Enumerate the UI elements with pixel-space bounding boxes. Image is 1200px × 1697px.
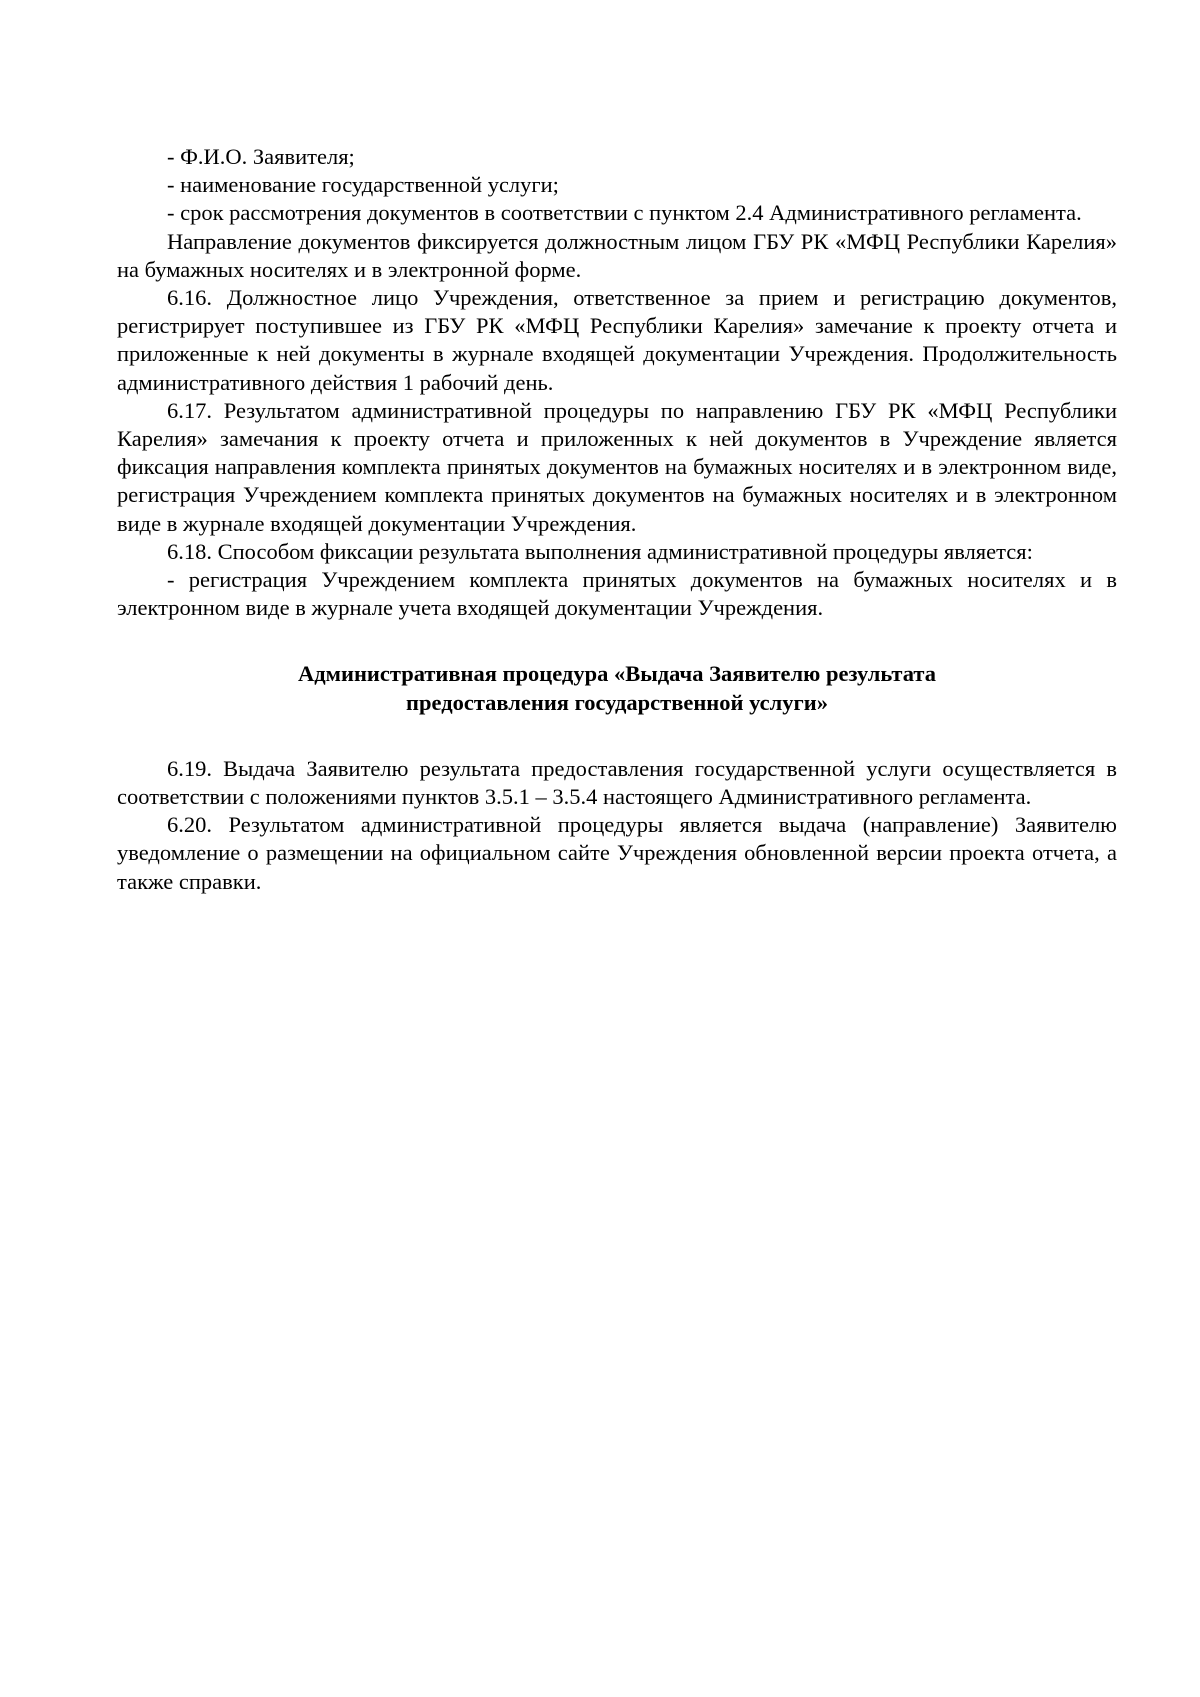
section-heading-line-1: Административная процедура «Выдача Заявителю результата	[298, 661, 936, 687]
paragraph-6-19: 6.19. Выдача Заявителю результата предоставления государственной услуги осуществляется в соответствии с положениями пунктов 3.5.1 – 3.5.4 настоящего Административного регламента.	[117, 755, 1117, 810]
paragraph-direction-fixed: Направление документов фиксируется должностным лицом ГБУ РК «МФЦ Республики Карелия» на бумажных носителях и в электронной форме.	[117, 228, 1117, 282]
paragraph-review-term: - срок рассмотрения документов в соответствии с пунктом 2.4 Административного регламента.	[167, 200, 1082, 226]
paragraph-6-20: 6.20. Результатом административной процедуры является выдача (направление) Заявителю уведомление о размещении на официальном сайте Учреждения обновленной версии проекта отчета, а также справки.	[117, 812, 1117, 894]
paragraph-6-18: 6.18. Способом фиксации результата выполнения административной процедуры является:	[167, 538, 1033, 564]
document-page	[117, 143, 1117, 896]
paragraph-6-17: 6.17. Результатом административной процедуры по направлению ГБУ РК «МФЦ Республики Карелия» замечания к проекту отчета и приложенных к ней документов в Учреждение является фиксация направления комплекта принятых документов на бумажных носителях и в электронном виде, регистрация Учреждением комплекта принятых документов на бумажных носителях и в электронном виде в журнале входящей документации Учреждения.	[117, 397, 1117, 536]
paragraph-fio: - Ф.И.О. Заявителя;	[167, 144, 355, 169]
paragraph-registration: - регистрация Учреждением комплекта принятых документов на бумажных носителях и в электронном виде в журнале учета входящей документации Учреждения.	[117, 567, 1117, 621]
section-heading-line-2: предоставления государственной услуги»	[406, 689, 828, 715]
paragraph-service-name: - наименование государственной услуги;	[167, 172, 559, 198]
paragraph-6-16: 6.16. Должностное лицо Учреждения, ответственное за прием и регистрацию документов, регистрирует поступившее из ГБУ РК «МФЦ Республики Карелия» замечание к проекту отчета и приложенные к ней документы в журнале входящей документации Учреждения. Продолжительность административного действия 1 рабочий день.	[117, 285, 1117, 395]
section-heading	[117, 660, 1117, 716]
